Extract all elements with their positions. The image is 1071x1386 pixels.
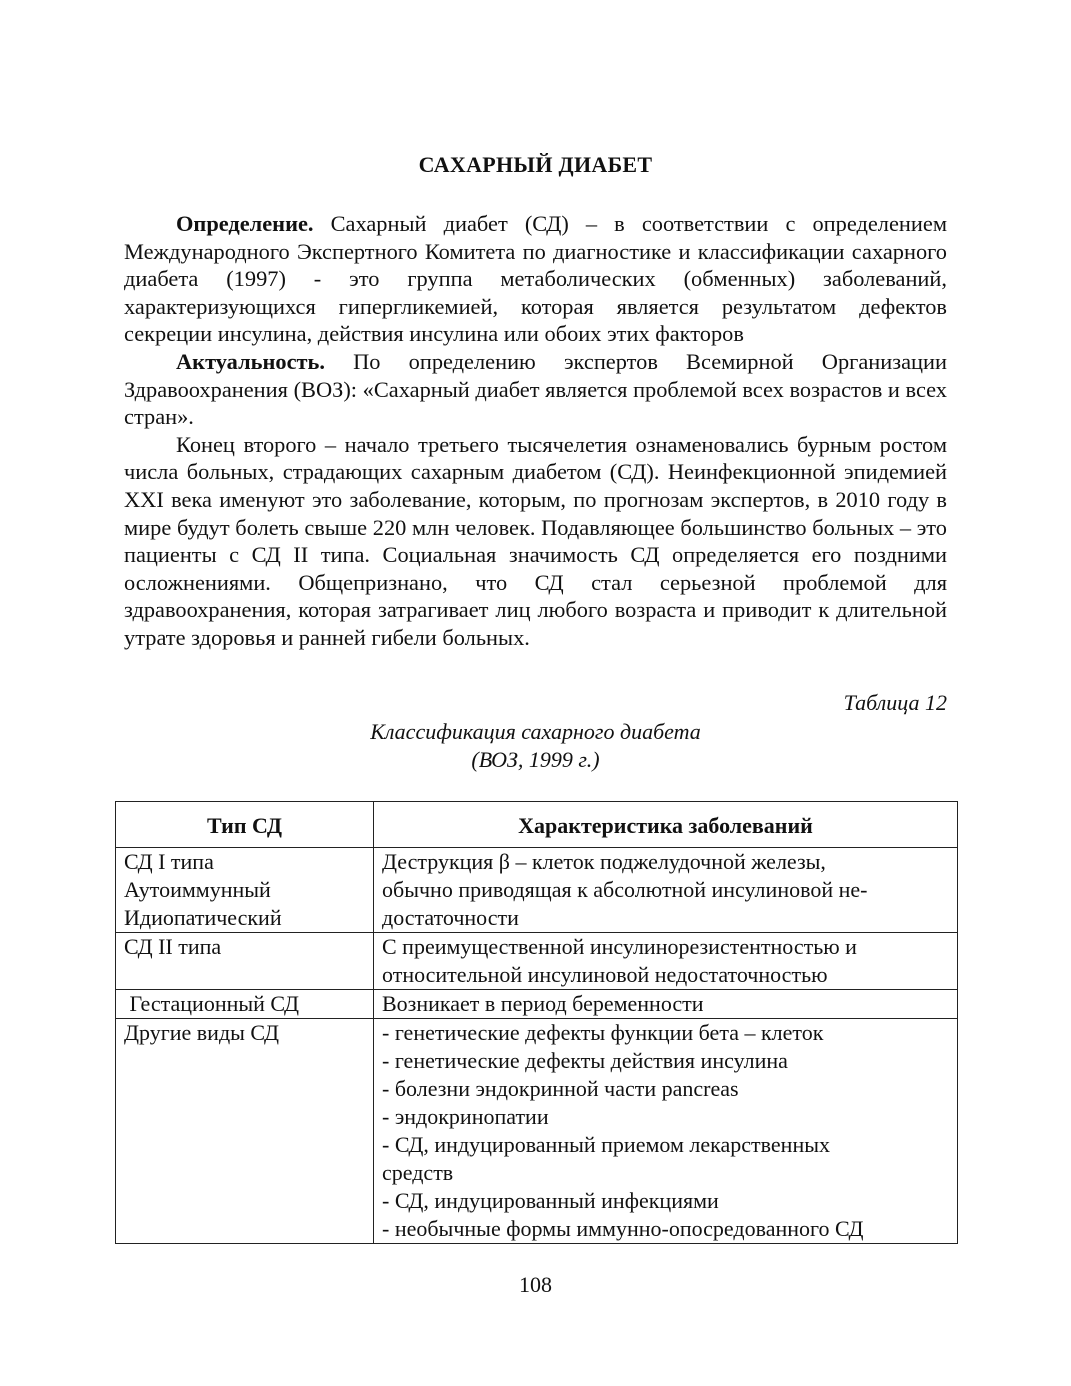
cell-line: С преимущественной инсулинорезистентностью и — [382, 934, 857, 959]
cell-line: относительной инсулиновой недостаточностью — [382, 962, 828, 987]
cell-line: - СД, индуцированный инфекциями — [382, 1188, 719, 1213]
paragraph-text: Сахарный диабет (СД) – в соответствии с определением Международного Экспертного Комитета по диагностике и классификации сахарного диабета (1997) - это группа метаболических (обменных) заболеваний, характеризующихся гипергликемией, которая является результатом дефектов секреции инсулина, действия инсулина или обоих этих факторов — [124, 211, 947, 347]
type-cell — [116, 933, 374, 990]
type-cell — [116, 848, 374, 933]
paragraph-lead: Актуальность. — [176, 348, 325, 374]
table-body — [116, 848, 958, 1244]
table-row — [116, 848, 958, 933]
cell-line: обычно приводящая к абсолютной инсулиновой не- — [382, 877, 868, 902]
page-title: САХАРНЫЙ ДИАБЕТ — [418, 152, 653, 177]
paragraph-epidemic — [124, 431, 947, 652]
type-cell — [116, 990, 374, 1019]
cell-line: Возникает в период беременности — [382, 991, 704, 1016]
cell-line: - эндокринопатии — [382, 1104, 549, 1129]
column-header: Тип СД — [116, 802, 374, 848]
description-cell — [374, 990, 958, 1019]
classification-table — [115, 801, 958, 1244]
caption-line: Классификация сахарного диабета — [370, 719, 701, 744]
cell-line: - СД, индуцированный приемом лекарственных — [382, 1132, 830, 1157]
cell-line: - болезни эндокринной части pancreas — [382, 1076, 739, 1101]
paragraph-lead: Определение. — [176, 211, 314, 236]
cell-line: СД II типа — [124, 934, 222, 959]
paragraph-text: Конец второго – начало третьего тысячелетия ознаменовались бурным ростом числа больных, страдающих сахарным диабетом (СД). Неинфекционной эпидемией XXI века именуют это заболевание, которым, по прогнозам экспертов, в 2010 году в мире будут болеть свыше 220 млн человек. Подавляющее большинство больных – это пациенты с СД II типа. Социальная значимость СД определяется его поздними осложнениями. Общепризнано, что СД стал серьезной проблемой для здравоохранения, которая затрагивает лиц любого возраста и приводит к длительной утрате здоровья и ранней гибели больных. — [124, 431, 947, 650]
cell-line: средств — [382, 1160, 454, 1185]
paragraph-text: По определению экспертов Всемирной Организации Здравоохранения (ВОЗ): «Сахарный диабет является проблемой всех возрастов и всех стран». — [124, 348, 947, 430]
description-cell — [374, 848, 958, 933]
cell-line: Идиопатический — [124, 905, 282, 930]
description-cell — [374, 933, 958, 990]
table-row — [116, 933, 958, 990]
table-row — [116, 990, 958, 1019]
cell-line: Аутоиммунный — [124, 877, 271, 902]
body-text — [124, 210, 947, 652]
cell-line: Гестационный СД — [124, 991, 300, 1016]
paragraph-relevance — [124, 348, 947, 431]
table-number: Таблица 12 — [843, 690, 947, 715]
caption-line: (ВОЗ, 1999 г.) — [471, 747, 600, 772]
description-cell — [374, 1019, 958, 1244]
table-caption — [0, 718, 1071, 774]
paragraph-definition — [124, 210, 947, 348]
cell-line: - генетические дефекты функции бета – клеток — [382, 1020, 824, 1045]
table-header-row — [116, 802, 958, 848]
cell-line: - необычные формы иммунно-опосредованного СД — [382, 1216, 864, 1241]
column-header: Характеристика заболеваний — [374, 802, 958, 848]
cell-line: Деструкция β – клеток поджелудочной железы, — [382, 849, 826, 874]
cell-line: СД I типа — [124, 849, 214, 874]
table-row — [116, 1019, 958, 1244]
type-cell — [116, 1019, 374, 1244]
page-number: 108 — [519, 1272, 552, 1297]
cell-line: достаточности — [382, 905, 519, 930]
cell-line: Другие виды СД — [124, 1020, 279, 1045]
cell-line: - генетические дефекты действия инсулина — [382, 1048, 788, 1073]
